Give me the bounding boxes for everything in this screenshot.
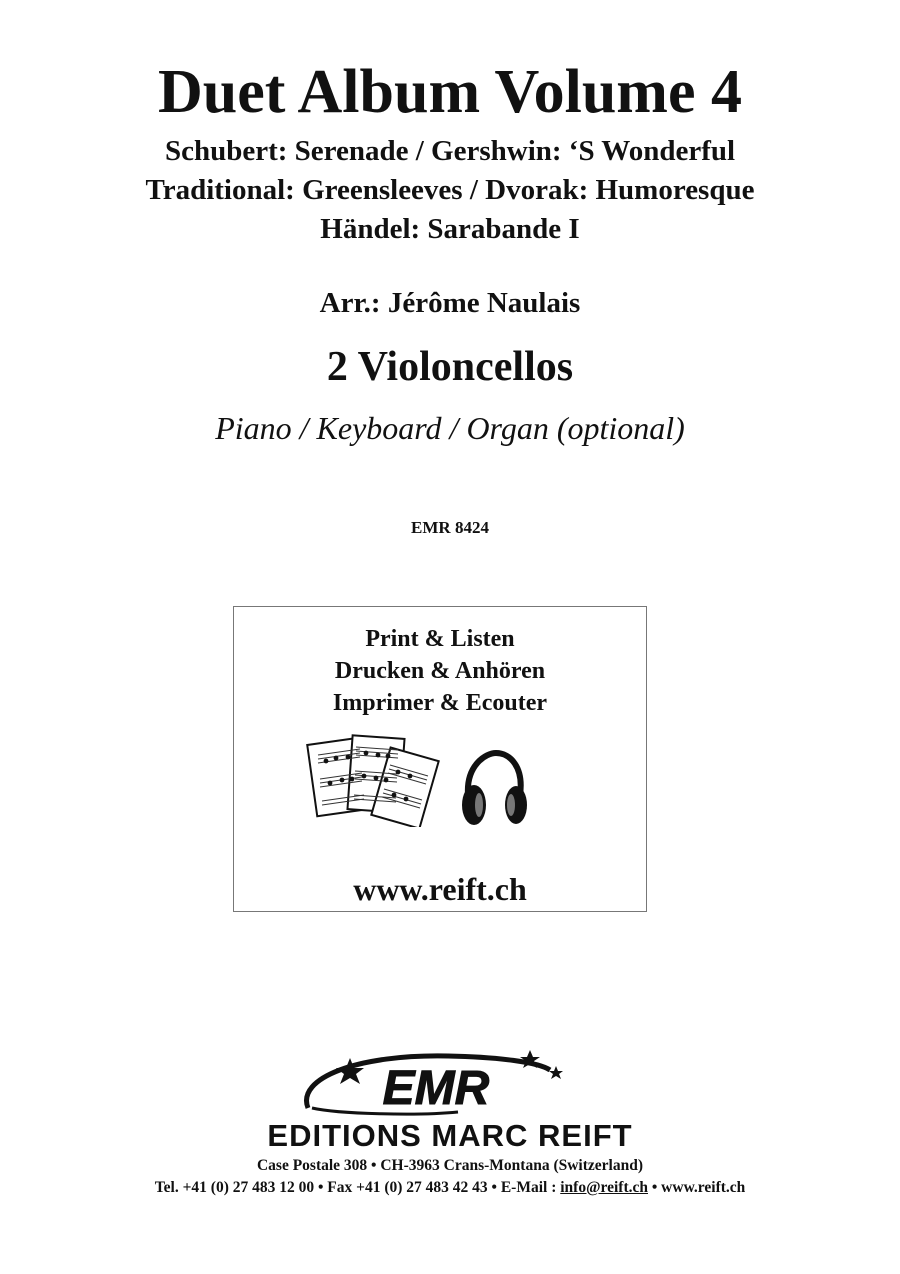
print-listen-de: Drucken & Anhören xyxy=(334,658,546,684)
album-title: Duet Album Volume 4 xyxy=(158,58,742,126)
pieces-line-2: Traditional: Greensleeves / Dvorak: Humoresque xyxy=(145,174,755,206)
publisher-contact xyxy=(0,1178,900,1198)
instrumentation: 2 Violoncellos xyxy=(326,344,574,390)
arranger: Arr.: Jérôme Naulais xyxy=(319,287,581,319)
publisher-address: Case Postale 308 • CH-3963 Crans-Montana (Switzerland) xyxy=(256,1157,643,1174)
website-link[interactable]: www.reift.ch xyxy=(353,871,527,907)
contact-prefix: Tel. +41 (0) 27 483 12 00 • Fax +41 (0) 27 483 42 43 • E-Mail : xyxy=(154,1179,561,1196)
headphones-icon xyxy=(458,747,530,831)
accompaniment: Piano / Keyboard / Organ (optional) xyxy=(215,410,685,446)
email-link[interactable]: info@reift.ch xyxy=(560,1179,648,1196)
print-listen-fr: Imprimer & Ecouter xyxy=(332,690,548,716)
emr-logo xyxy=(298,1048,570,1118)
print-listen-en: Print & Listen xyxy=(365,626,515,652)
print-listen-box xyxy=(233,606,647,912)
contact-suffix: • www.reift.ch xyxy=(648,1179,746,1196)
publisher-name: EDITIONS MARC REIFT xyxy=(267,1118,633,1153)
pieces-line-1: Schubert: Serenade / Gershwin: ‘S Wonderful xyxy=(164,135,736,167)
logo-text: EMR xyxy=(382,1062,490,1115)
pieces-line-3: Händel: Sarabande I xyxy=(320,213,580,245)
catalog-number: EMR 8424 xyxy=(411,518,489,537)
sheet-music-icon xyxy=(306,731,442,827)
